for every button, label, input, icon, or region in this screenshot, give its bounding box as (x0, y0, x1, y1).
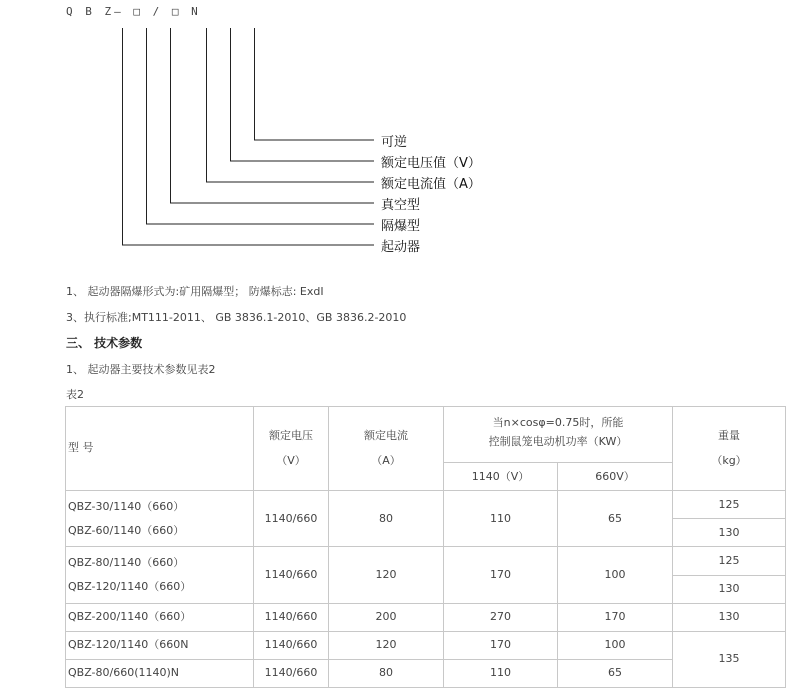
spec-table (65, 406, 786, 688)
header-power-1140: 1140（V） (444, 463, 558, 491)
weight-cell: 130 (673, 519, 786, 547)
header-current-unit: （A） (371, 453, 401, 467)
table-row (66, 631, 786, 659)
header-power-cell (444, 407, 673, 463)
power-660-cell: 100 (558, 547, 673, 603)
table-row (66, 491, 786, 519)
model-cell: QBZ-120/1140（660N (66, 631, 254, 659)
voltage-cell: 1140/660 (254, 659, 329, 687)
header-power-line2: 控制鼠笼电动机功率（KW） (488, 434, 628, 448)
model-cell: QBZ-200/1140（660） (66, 603, 254, 631)
weight-cell: 130 (673, 575, 786, 603)
table-header-row (66, 407, 786, 463)
header-weight-cell (673, 407, 786, 491)
voltage-cell: 1140/660 (254, 603, 329, 631)
model-name: QBZ-120/1140（660） (68, 580, 192, 594)
label-vacuum: 真空型 (381, 198, 421, 213)
header-model: 型 号 (68, 441, 94, 455)
power-1140-cell: 270 (444, 603, 558, 631)
label-starter: 起动器 (381, 240, 421, 255)
power-1140-cell: 170 (444, 631, 558, 659)
header-weight: 重量 (718, 429, 741, 443)
current-cell: 80 (329, 491, 444, 547)
table-row (66, 603, 786, 631)
power-660-cell: 170 (558, 603, 673, 631)
voltage-cell: 1140/660 (254, 631, 329, 659)
weight-cell-merged: 135 (673, 631, 786, 687)
voltage-cell: 1140/660 (254, 547, 329, 603)
model-code: Q B Z— □ / □ N (66, 5, 201, 18)
model-cell: QBZ-80/660(1140)N (66, 659, 254, 687)
section-intro: 1、 起动器主要技术参数见表2 (66, 363, 216, 376)
weight-cell: 125 (673, 491, 786, 519)
header-model-cell (66, 407, 254, 491)
header-current-cell (329, 407, 444, 491)
header-voltage: 额定电压 (269, 429, 313, 443)
table-caption: 表2 (66, 388, 84, 401)
weight-cell: 130 (673, 603, 786, 631)
label-flameproof: 隔爆型 (381, 219, 421, 234)
power-660-cell: 65 (558, 659, 673, 687)
header-power-660: 660V） (558, 463, 673, 491)
header-voltage-unit: （V） (276, 453, 306, 467)
label-rated-current: 额定电流值（A） (381, 177, 481, 192)
current-cell: 80 (329, 659, 444, 687)
power-1140-cell: 110 (444, 659, 558, 687)
power-660-cell: 65 (558, 491, 673, 547)
label-rated-voltage: 额定电压值（V） (381, 156, 481, 171)
model-cell (66, 491, 254, 547)
current-cell: 200 (329, 603, 444, 631)
header-current: 额定电流 (364, 429, 408, 443)
header-weight-unit: （kg） (711, 453, 747, 467)
table-row (66, 547, 786, 575)
header-power-line1: 当n×cosφ=0.75时，所能 (492, 416, 624, 430)
current-cell: 120 (329, 547, 444, 603)
voltage-cell: 1140/660 (254, 491, 329, 547)
power-660-cell: 100 (558, 631, 673, 659)
model-name: QBZ-30/1140（660） (68, 499, 185, 513)
note-explosion-proof: 1、 起动器隔爆形式为:矿用隔爆型； 防爆标志: ExdI (66, 285, 324, 298)
current-cell: 120 (329, 631, 444, 659)
model-name: QBZ-80/1140（660） (68, 555, 185, 569)
note-standards: 3、执行标准;MT111-2011、 GB 3836.1-2010、GB 3836.2-2010 (66, 311, 407, 324)
power-1140-cell: 170 (444, 547, 558, 603)
model-cell (66, 547, 254, 603)
header-voltage-cell (254, 407, 329, 491)
power-1140-cell: 110 (444, 491, 558, 547)
weight-cell: 125 (673, 547, 786, 575)
section-heading: 三、 技术参数 (66, 336, 143, 350)
model-name: QBZ-60/1140（660） (68, 523, 185, 537)
label-reversible: 可逆 (381, 135, 408, 150)
